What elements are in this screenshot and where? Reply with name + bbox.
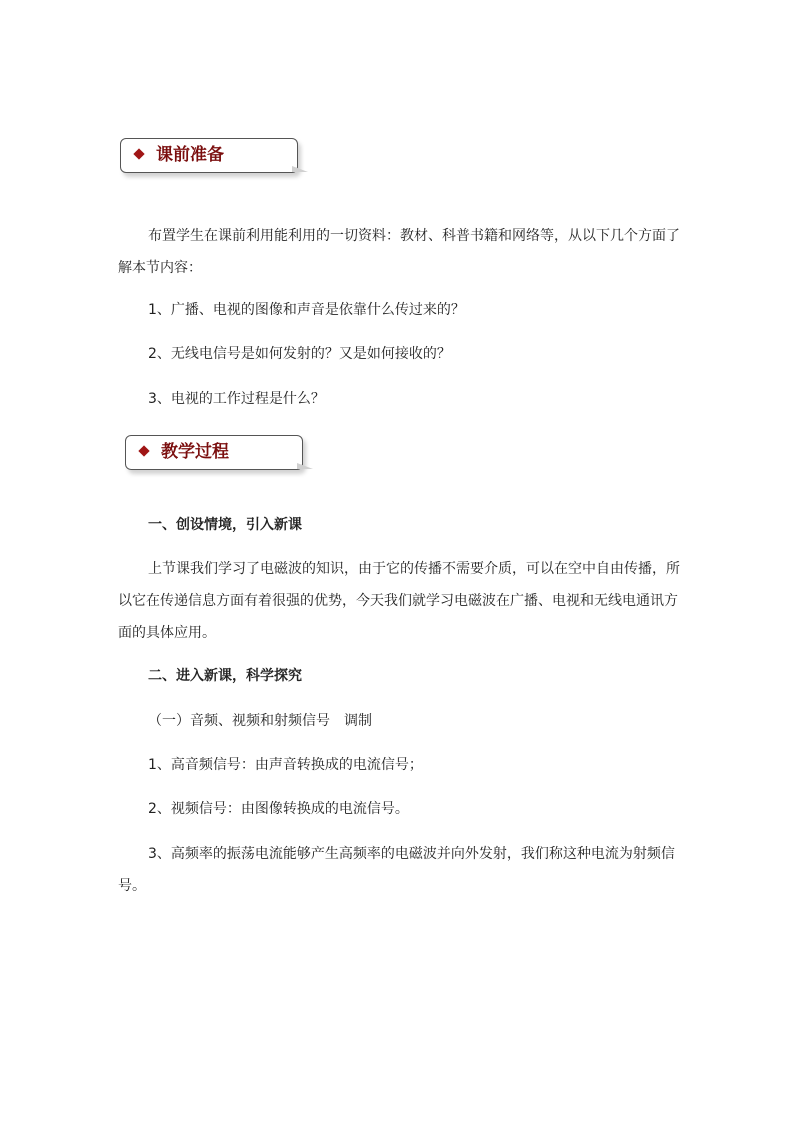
sub1-heading: （一）音频、视频和射频信号 调制 [148, 713, 372, 729]
part1-heading: 一、创设情境，引入新课 [148, 517, 302, 533]
process-item-3: 3、高频率的振荡电流能够产生高频率的电磁波并向外发射，我们称这种电流为射频信号。 [118, 846, 675, 894]
header-shadow-tail [292, 166, 308, 172]
process-item-1: 1、高音频信号：由声音转换成的电流信号； [148, 757, 423, 773]
prep-item-1: 1、广播、电视的图像和声音是依靠什么传过来的？ [148, 302, 465, 318]
section-title-prep: 课前准备 [156, 145, 224, 165]
part2-heading: 二、进入新课，科学探究 [148, 668, 302, 684]
section-header-process [125, 435, 313, 470]
prep-item-2: 2、无线电信号是如何发射的？又是如何接收的？ [148, 346, 451, 362]
header-shadow-tail [297, 463, 313, 469]
prep-intro: 布置学生在课前利用能利用的一切资料：教材、科普书籍和网络等，从以下几个方面了解本节内容： [118, 228, 680, 276]
process-item-2: 2、视频信号：由图像转换成的电流信号。 [148, 801, 409, 817]
section-header-prep [120, 138, 308, 173]
part1-text: 上节课我们学习了电磁波的知识，由于它的传播不需要介质，可以在空中自由传播，所以它在传递信息方面有着很强的优势，今天我们就学习电磁波在广播、电视和无线电通讯方面的具体应用。 [118, 561, 680, 641]
prep-item-3: 3、电视的工作过程是什么？ [148, 391, 325, 407]
section-title-process: 教学过程 [161, 442, 229, 462]
